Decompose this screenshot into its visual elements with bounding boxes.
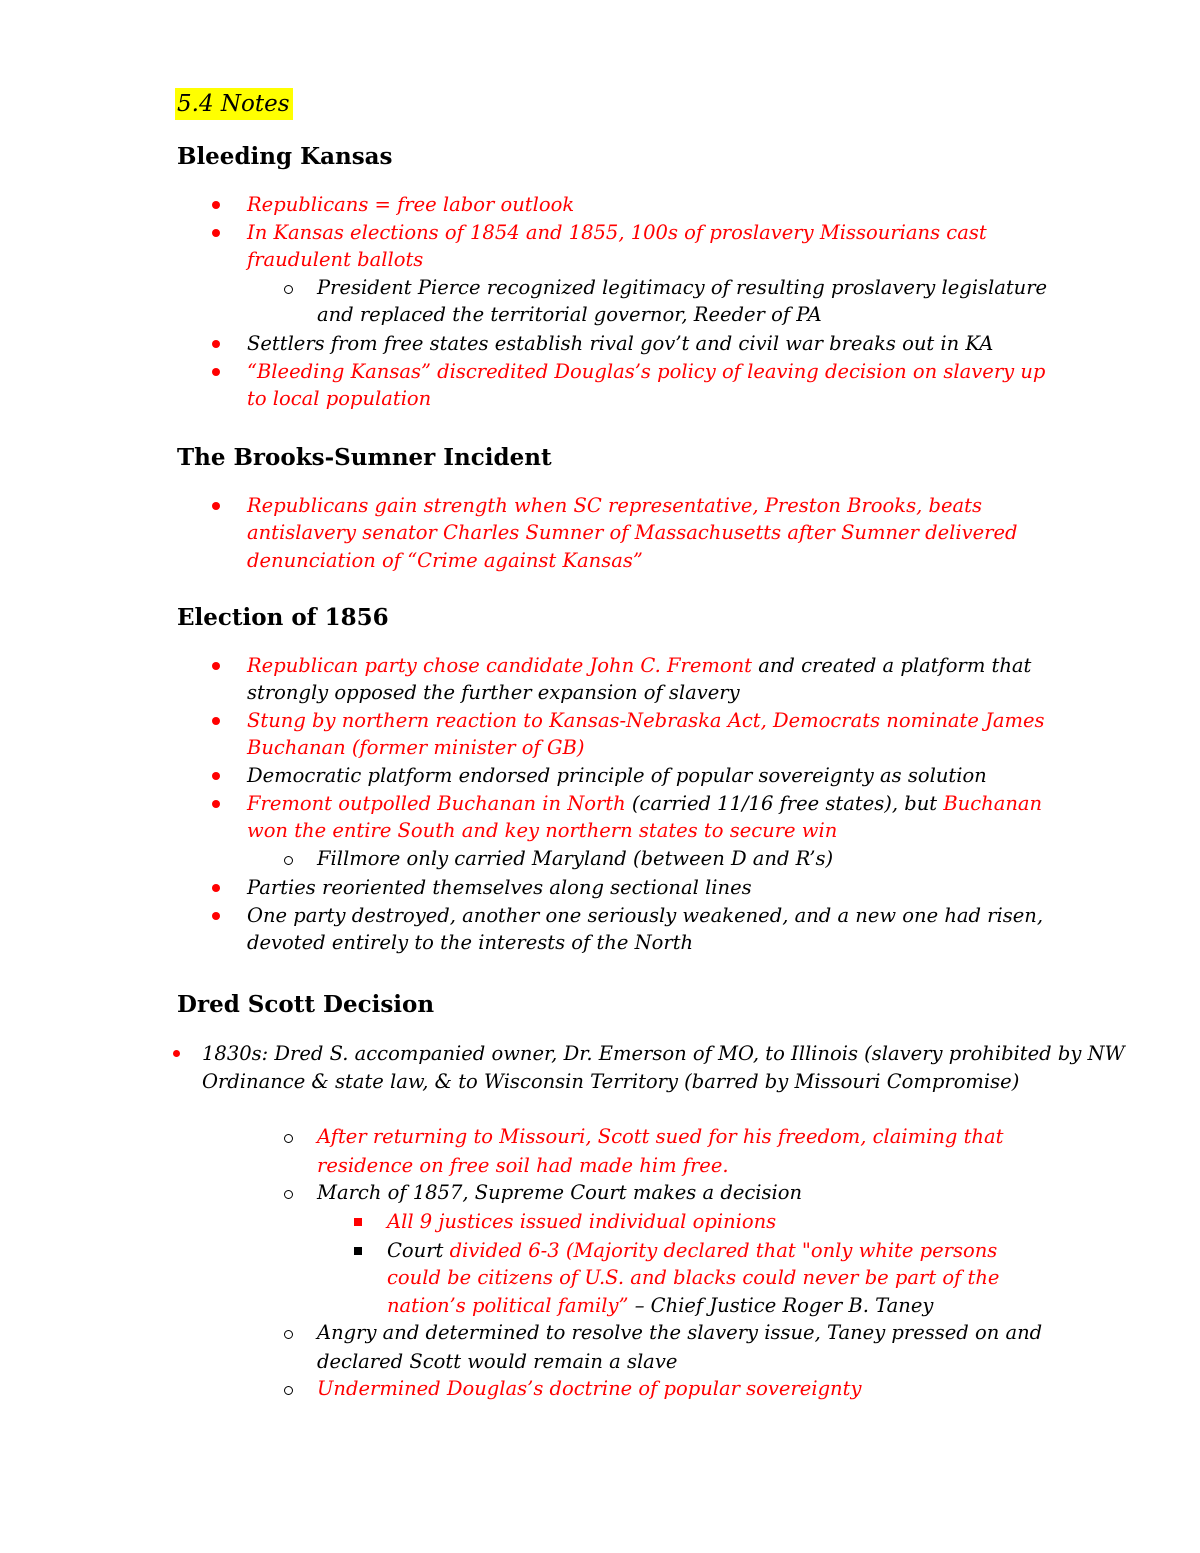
text: Settlers from free states establish rival gov’t and civil war breaks out in KA [247, 332, 994, 355]
section-heading: Election of 1856 [177, 604, 389, 631]
highlighted-text: Buchanan [943, 792, 1043, 815]
highlighted-text: Buchanan (former minister of GB) [247, 736, 585, 759]
text-line [247, 652, 1031, 679]
highlighted-text: Republicans gain strength when SC representative, Preston Brooks, beats [247, 494, 982, 517]
highlighted-text: fraudulent ballots [247, 248, 424, 271]
text: declared Scott would remain a slave [317, 1350, 678, 1373]
text-line [247, 547, 643, 574]
text: strongly opposed the further expansion of slavery [247, 681, 740, 704]
text-line [247, 790, 1042, 817]
text-line [247, 929, 693, 956]
text-line [247, 191, 574, 218]
text-line [317, 1375, 861, 1402]
text-line [387, 1208, 776, 1235]
text-line [247, 219, 987, 246]
text-line [247, 707, 1045, 734]
text-line [317, 1179, 802, 1206]
text-line [247, 902, 1043, 929]
bullet-ring-icon [284, 1386, 293, 1395]
text: and created a platform that [752, 654, 1032, 677]
highlighted-text: denunciation of “Crime against Kansas” [247, 549, 643, 572]
text-line [247, 330, 993, 357]
text-line [247, 492, 982, 519]
highlighted-text: Republican party chose candidate John C. Fremont [247, 654, 752, 677]
highlighted-text: Undermined Douglas’s doctrine of popular sovereignty [317, 1377, 862, 1400]
highlighted-text: antislavery senator Charles Sumner of Massachusetts after Sumner delivered [247, 521, 1018, 544]
highlighted-text: Stung by northern reaction to Kansas-Nebraska Act, Democrats nominate James [247, 709, 1045, 732]
section-heading: The Brooks-Sumner Incident [177, 444, 552, 471]
text: Court [387, 1239, 450, 1262]
highlighted-text: residence on free soil had made him free. [317, 1154, 729, 1177]
text-line [317, 1123, 1003, 1150]
bullet-ring-icon [284, 1190, 293, 1199]
text: (carried 11/16 free states), but [625, 792, 944, 815]
bullet-ring-icon [284, 285, 293, 294]
highlighted-text: After returning to Missouri, Scott sued for his freedom, claiming that [317, 1125, 1004, 1148]
bullet-dot-icon [212, 340, 220, 348]
text-line [202, 1040, 1125, 1067]
text-line [387, 1237, 997, 1264]
text: Fillmore only carried Maryland (between D and R’s) [317, 847, 834, 870]
text-line [317, 845, 833, 872]
highlighted-text: In Kansas elections of 1854 and 1855, 100s of proslavery Missourians cast [247, 221, 987, 244]
bullet-dot-icon [212, 884, 220, 892]
bullet-dot-icon [212, 201, 220, 209]
bullet-dot-icon [212, 772, 220, 780]
bullet-dot-icon [212, 502, 220, 510]
text-line [247, 679, 740, 706]
text: President Pierce recognized legitimacy of resulting proslavery legislature [317, 276, 1048, 299]
text-line [317, 1152, 729, 1179]
highlighted-text: nation’s political family” [387, 1294, 629, 1317]
bullet-dot-icon [212, 912, 220, 920]
text-line [317, 274, 1047, 301]
text: March of 1857, Supreme Court makes a decision [317, 1181, 803, 1204]
highlighted-text: to local population [247, 387, 432, 410]
text-line [202, 1068, 1019, 1095]
bullet-dot-icon [212, 717, 220, 725]
section-heading: Dred Scott Decision [177, 991, 435, 1018]
highlighted-text: Republicans = free labor outlook [247, 193, 575, 216]
text: – Chief Justice Roger B. Taney [628, 1294, 934, 1317]
text-line [247, 519, 1018, 546]
text-line [247, 385, 431, 412]
text: and replaced the territorial governor, Reeder of PA [317, 303, 822, 326]
text: One party destroyed, another one seriously weakened, and a new one had risen, [247, 904, 1044, 927]
highlighted-text: could be citizens of U.S. and blacks could never be part of the [387, 1266, 1000, 1289]
highlighted-text: “Bleeding Kansas” discredited Douglas’s policy of leaving decision on slavery up [247, 360, 1046, 383]
bullet-ring-icon [284, 1134, 293, 1143]
highlighted-text: Fremont outpolled Buchanan in North [247, 792, 626, 815]
text-line [387, 1264, 999, 1291]
bullet-dot-icon [212, 368, 220, 376]
text: devoted entirely to the interests of the North [247, 931, 694, 954]
bullet-dot-icon [212, 229, 220, 237]
bullet-dot-icon [212, 662, 220, 670]
bullet-square-icon [354, 1247, 362, 1255]
text-line [247, 874, 752, 901]
text-line [247, 358, 1045, 385]
bullet-dot-icon [212, 800, 220, 808]
text-line [387, 1292, 933, 1319]
text: Democratic platform endorsed principle of popular sovereignty as solution [247, 764, 987, 787]
highlighted-text: All 9 justices issued individual opinions [387, 1210, 777, 1233]
page-title: 5.4 Notes [175, 88, 293, 120]
text: 1830s: Dred S. accompanied owner, Dr. Emerson of MO, to Illinois (slavery prohibited by NW [202, 1042, 1125, 1065]
text-line [247, 734, 584, 761]
text-line [317, 301, 822, 328]
highlighted-text: won the entire South and key northern states to secure win [247, 819, 838, 842]
text-line [317, 1348, 677, 1375]
bullet-square-icon [354, 1218, 362, 1226]
bullet-ring-icon [284, 856, 293, 865]
text: Ordinance & state law, & to Wisconsin Territory (barred by Missouri Compromise) [202, 1070, 1020, 1093]
text-line [317, 1319, 1042, 1346]
text-line [247, 246, 423, 273]
text-line [247, 762, 987, 789]
text: Parties reoriented themselves along sectional lines [247, 876, 752, 899]
section-heading: Bleeding Kansas [177, 143, 393, 170]
text-line [247, 817, 837, 844]
text: Angry and determined to resolve the slavery issue, Taney pressed on and [317, 1321, 1043, 1344]
highlighted-text: divided 6-3 (Majority declared that "only white persons [449, 1239, 998, 1262]
bullet-dot-icon [173, 1050, 180, 1057]
bullet-ring-icon [284, 1330, 293, 1339]
